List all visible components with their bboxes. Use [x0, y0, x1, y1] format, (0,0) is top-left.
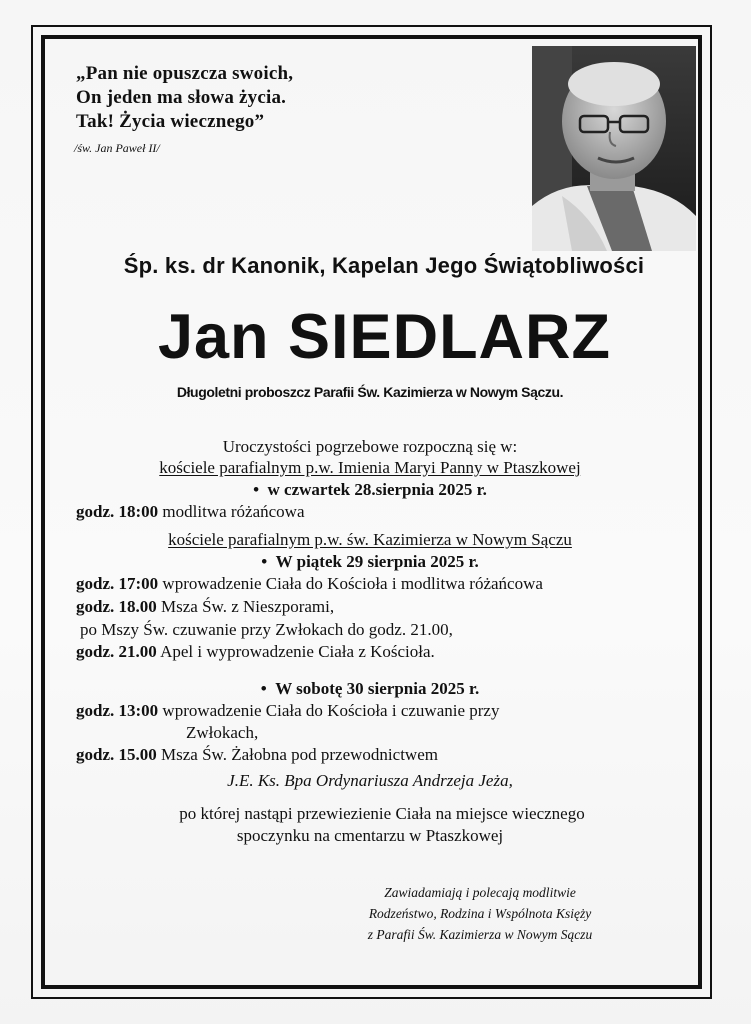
time-label: godz. 13:00 — [76, 701, 159, 720]
mourners-footer — [300, 882, 660, 945]
event-text: po Mszy Św. czuwanie przy Zwłokach do godz. 21.00, — [80, 620, 453, 639]
schedule-row — [76, 597, 334, 617]
day-saturday — [60, 679, 680, 699]
day-saturday-label: W sobotę 30 sierpnia 2025 r. — [275, 679, 480, 698]
burial-line-1: po której nastąpi przewiezienie Ciała na miejsce wiecznego — [179, 804, 585, 823]
event-text: wprowadzenie Ciała do Kościoła i czuwanie przy — [162, 701, 500, 720]
funeral-intro: Uroczystości pogrzebowe rozpoczną się w: — [222, 437, 518, 456]
portrait-photo — [532, 46, 696, 251]
quote-author: /św. Jan Paweł II/ — [74, 141, 160, 155]
event-text: modlitwa różańcowa — [162, 502, 305, 521]
footer-line-2: Rodzeństwo, Rodzina i Wspólnota Księży — [368, 906, 592, 921]
quote-line-3: Tak! Życia wiecznego” — [76, 111, 265, 132]
time-label: godz. 17:00 — [76, 574, 159, 593]
bullet-icon: • — [260, 679, 276, 698]
day-friday — [60, 552, 680, 572]
schedule-row — [76, 574, 543, 594]
portrait-illustration — [532, 46, 696, 251]
role-subtitle: Długoletni proboszcz Parafii Św. Kazimierza w Nowym Sączu. — [176, 384, 564, 400]
time-label: godz. 18.00 — [76, 597, 157, 616]
time-label: godz. 21.00 — [76, 642, 157, 661]
burial-line-2: spoczynku na cmentarzu w Ptaszkowej — [236, 826, 504, 845]
schedule-row — [76, 642, 435, 662]
day-thursday-label: w czwartek 28.sierpnia 2025 r. — [267, 480, 487, 499]
day-friday-label: W piątek 29 sierpnia 2025 r. — [275, 552, 479, 571]
deceased-name: Jan SIEDLARZ — [157, 302, 612, 372]
celebrant-line: J.E. Ks. Bpa Ordynariusza Andrzeja Jeża, — [227, 771, 513, 790]
event-text: Msza Św. z Nieszporami, — [161, 597, 335, 616]
footer-line-3: z Parafii Św. Kazimierza w Nowym Sączu — [367, 927, 593, 942]
quote-block — [76, 62, 293, 134]
day-thursday — [60, 480, 680, 500]
schedule-row — [80, 620, 453, 640]
location-ptaszkowa: kościele parafialnym p.w. Imienia Maryi Panny w Ptaszkowej — [159, 458, 581, 477]
location-nowy-sacz: kościele parafialnym p.w. św. Kazimierza w Nowym Sączu — [168, 530, 572, 549]
honorific-title: Śp. ks. dr Kanonik, Kapelan Jego Świątobliwości — [123, 253, 645, 278]
event-text: Msza Św. Żałobna pod przewodnictwem — [161, 745, 438, 764]
event-text: Zwłokach, — [186, 723, 259, 742]
bullet-icon: • — [261, 552, 276, 571]
schedule-row — [76, 745, 438, 765]
schedule-row — [186, 723, 258, 743]
schedule-row — [76, 701, 499, 721]
event-text: wprowadzenie Ciała do Kościoła i modlitwa różańcowa — [162, 574, 543, 593]
footer-line-1: Zawiadamiają i polecają modlitwie — [384, 885, 576, 900]
quote-line-1: „Pan nie opuszcza swoich, — [76, 63, 294, 84]
time-label: godz. 15.00 — [76, 745, 157, 764]
bullet-icon: • — [253, 480, 268, 499]
schedule-row — [76, 502, 305, 522]
time-label: godz. 18:00 — [76, 502, 159, 521]
quote-line-2: On jeden ma słowa życia. — [76, 87, 287, 108]
event-text: Apel i wyprowadzenie Ciała z Kościoła. — [160, 642, 435, 661]
